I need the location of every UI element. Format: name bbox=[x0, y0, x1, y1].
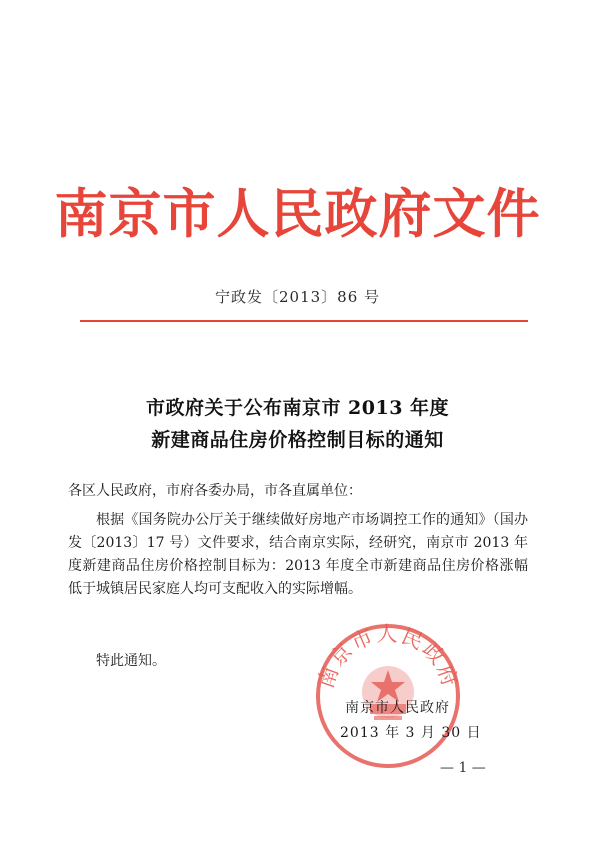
seal-text: 南京市人民政府 bbox=[313, 622, 463, 692]
red-divider-rule bbox=[80, 320, 528, 322]
issue-date: 2013 年 3 月 30 日 bbox=[340, 725, 482, 741]
body-paragraph: 根据《国务院办公厅关于继续做好房地产市场调控工作的通知》（国办发〔2013〕17 号）文件要求，结合南京实际，经研究，南京市 2013 年度新建商品住房价格控制目标为：2013 年度全市新建商品住房价格涨幅低于城镇居民家庭人均可支配收入的实际增幅。 bbox=[68, 512, 528, 597]
page-number: — 1 — bbox=[440, 760, 486, 776]
document-title-line2: 新建商品住房价格控制目标的通知 bbox=[151, 429, 444, 451]
issuer-name: 南京市人民政府 bbox=[345, 700, 450, 716]
closing-line: 特此通知。 bbox=[96, 653, 166, 669]
document-title-line1: 市政府关于公布南京市 2013 年度 bbox=[145, 397, 450, 419]
official-seal-stamp bbox=[312, 620, 464, 772]
document-masthead: 南京市人民政府文件 bbox=[54, 183, 541, 245]
addressee-line: 各区人民政府，市府各委办局，市各直属单位： bbox=[68, 483, 362, 499]
document-number: 宁政发〔2013〕86 号 bbox=[214, 288, 381, 306]
